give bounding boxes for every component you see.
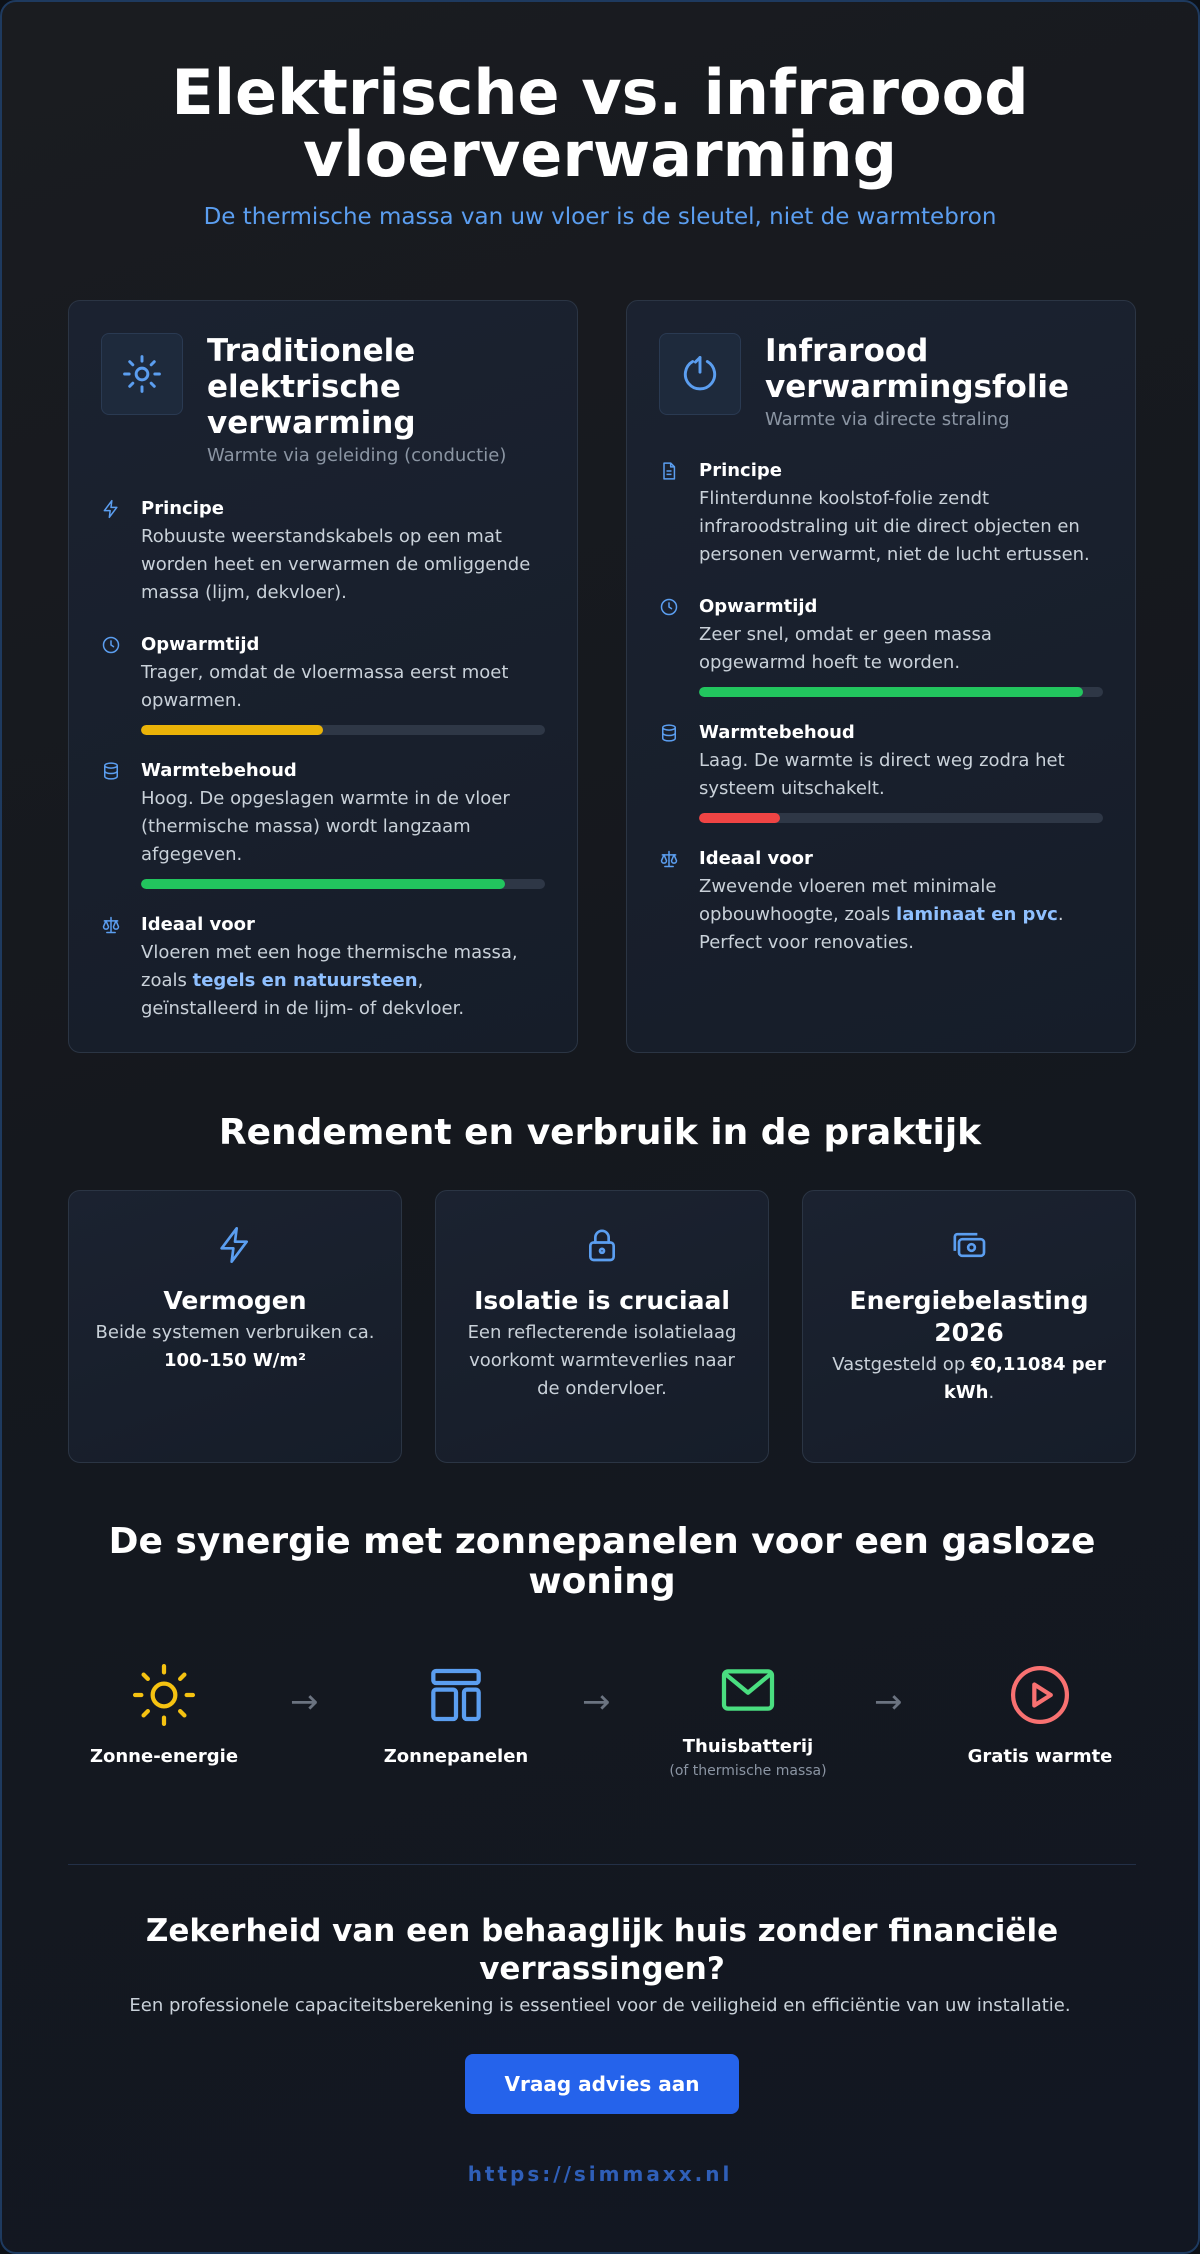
stat-title: Isolatie is cruciaal [474, 1286, 730, 1315]
mail-icon [648, 1660, 848, 1720]
section-title-rendement: Rendement en verbruik in de praktijk [218, 1112, 982, 1153]
feature-title: Warmtebehoud [699, 722, 855, 743]
card-subtitle: Warmte via directe straling [765, 409, 1010, 430]
flow-label: Zonne-energie [89, 1746, 239, 1767]
flow-arrow: → [290, 1682, 319, 1722]
flow-arrow: → [582, 1682, 611, 1722]
card-title: Traditionele elektrische verwarming [207, 333, 416, 441]
stat-card-isolatie [435, 1190, 769, 1463]
level-bar [141, 725, 545, 735]
feature-principe [659, 459, 1103, 569]
flow-step-zonne-energie [64, 1660, 264, 1767]
database-icon [101, 759, 123, 889]
scale-icon [659, 847, 681, 957]
lock-icon [460, 1225, 744, 1269]
feature-ideaal [659, 847, 1103, 957]
level-bar [141, 879, 545, 889]
flow-note: (of thermische massa) [669, 1763, 827, 1779]
feature-text: Zeer snel, omdat er geen massa opgewarmd hoeft te worden. [699, 624, 992, 673]
feature-title: Opwarmtijd [141, 634, 260, 655]
play-icon [940, 1660, 1140, 1730]
stat-text: Een reflecterende isolatielaag voorkomt warmteverlies naar de ondervloer. [467, 1322, 737, 1399]
level-bar [699, 687, 1103, 697]
flow-label: Zonnepanelen [383, 1746, 529, 1767]
feature-title: Opwarmtijd [699, 596, 818, 617]
feature-text: Flinterdunne koolstof-folie zendt infraroodstraling uit die direct objecten en personen verwarmt, niet de lucht ertussen. [699, 488, 1090, 565]
feature-text: Zwevende vloeren met minimale opbouwhoogte, zoals laminaat en pvc. Perfect voor renovaties. [699, 876, 1064, 953]
feature-text: Vloeren met een hoge thermische massa, zoals tegels en natuursteen, geïnstalleerd in de lijm- of dekvloer. [141, 942, 518, 1019]
level-bar-fill [699, 813, 780, 823]
feature-opwarmtijd [659, 595, 1103, 697]
card-header [659, 333, 1107, 430]
lightning-icon [93, 1225, 377, 1269]
flow-label: Gratis warmte [967, 1746, 1113, 1767]
feature-warmtebehoud [101, 759, 545, 889]
cta-title: Zekerheid van een behaaglijk huis zonder financiële verrassingen? [145, 1913, 1059, 1987]
stat-title: Vermogen [163, 1286, 307, 1315]
highlight-text: laminaat en pvc [896, 904, 1058, 925]
flow-step-zonnepanelen [356, 1660, 556, 1767]
divider [68, 1864, 1136, 1865]
page-title: Elektrische vs. infrarood vloerverwarming [171, 56, 1029, 191]
sun-icon [101, 333, 183, 415]
feature-opwarmtijd [101, 633, 545, 735]
card-traditional [68, 300, 578, 1053]
card-header [101, 333, 549, 466]
stat-card-vermogen [68, 1190, 402, 1463]
card-title: Infrarood verwarmingsfolie [765, 333, 1070, 405]
feature-title: Ideaal voor [141, 914, 255, 935]
money-icon [827, 1225, 1111, 1269]
section-title-synergie: De synergie met zonnepanelen voor een gasloze woning [108, 1521, 1096, 1602]
feature-title: Principe [699, 460, 782, 481]
stat-text: Vastgesteld op €0,11084 per kWh. [832, 1354, 1106, 1403]
level-bar-fill [141, 879, 505, 889]
lightning-icon [101, 497, 123, 607]
feature-text: Laag. De warmte is direct weg zodra het systeem uitschakelt. [699, 750, 1065, 799]
highlight-text: tegels en natuursteen [192, 970, 418, 991]
stat-card-energiebelasting [802, 1190, 1136, 1463]
level-bar [699, 813, 1103, 823]
feature-text: Hoog. De opgeslagen warmte in de vloer (thermische massa) wordt langzaam afgegeven. [141, 788, 510, 865]
level-bar-fill [141, 725, 323, 735]
feature-principe [101, 497, 545, 607]
clock-icon [101, 633, 123, 735]
flow-step-thuisbatterij [648, 1660, 848, 1779]
database-icon [659, 721, 681, 823]
flow-step-gratis-warmte [940, 1660, 1140, 1767]
feature-text: Robuuste weerstandskabels op een mat worden heet en verwarmen de omliggende massa (lijm, dekvloer). [141, 526, 531, 603]
footer-link[interactable]: https://simmaxx.nl [467, 2162, 733, 2186]
page-subtitle: De thermische massa van uw vloer is de sleutel, niet de warmtebron [203, 204, 997, 230]
document-icon [659, 459, 681, 569]
flow-label: Thuisbatterij [682, 1736, 814, 1757]
power-icon [659, 333, 741, 415]
hero [2, 56, 1198, 230]
card-subtitle: Warmte via geleiding (conductie) [207, 445, 507, 466]
flow-arrow: → [874, 1682, 903, 1722]
stat-text: Beide systemen verbruiken ca. 100-150 W/m² [95, 1322, 375, 1371]
advice-button[interactable]: Vraag advies aan [465, 2054, 739, 2114]
scale-icon [101, 913, 123, 1023]
clock-icon [659, 595, 681, 697]
feature-text: Trager, omdat de vloermassa eerst moet opwarmen. [141, 662, 509, 711]
feature-ideaal [101, 913, 545, 1023]
feature-title: Ideaal voor [699, 848, 813, 869]
feature-warmtebehoud [659, 721, 1103, 823]
stat-title: Energiebelasting 2026 [849, 1286, 1089, 1347]
feature-title: Warmtebehoud [141, 760, 297, 781]
feature-title: Principe [141, 498, 224, 519]
card-infrared [626, 300, 1136, 1053]
panel-icon [356, 1660, 556, 1730]
sun-icon [64, 1660, 264, 1730]
cta-text: Een professionele capaciteitsberekening is essentieel voor de veiligheid en efficiëntie van uw installatie. [129, 1995, 1071, 2016]
level-bar-fill [699, 687, 1083, 697]
synergy-flow [2, 1660, 1198, 1790]
